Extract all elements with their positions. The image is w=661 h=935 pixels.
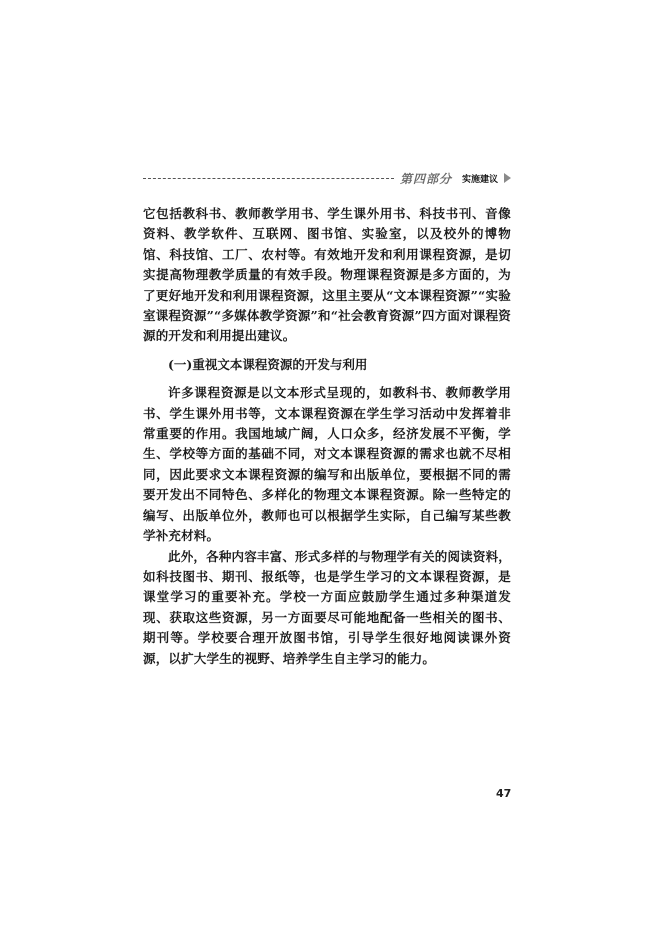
paragraph: 此外，各种内容丰富、形式多样的与物理学有关的阅读资料，如科技图书、期刊、报纸等，也是学生学习的文本课程资源，是课堂学习的重要补充。学校一方面应鼓励学生通过多种渠道发现、获取这些资源，另一方面要尽可能地配备一些相关的图书、期刊等。学校要合理开放图书馆，引导学生很好地阅读课外资源，以扩大学生的视野、培养学生自主学习的能力。 bbox=[143, 548, 511, 666]
paragraph: 许多课程资源是以文本形式呈现的，如教科书、教师教学用书、学生课外用书等，文本课程资源在学生学习活动中发挥着非常重要的作用。我国地域广阔，人口众多，经济发展不平衡，学生、学校等方面的基础不同，对文本课程资源的需求也就不尽相同，因此要求文本课程资源的编写和出版单位，要根据不同的需要开发出不同特色、多样化的物理文本课程资源。除一些特定的编写、出版单位外，教师也可以根据学生实际，自己编写某些教学补充材料。 bbox=[143, 385, 511, 544]
body-text bbox=[143, 204, 511, 669]
page-number: 47 bbox=[496, 787, 512, 800]
header-section-title: 实施建议 bbox=[461, 174, 498, 185]
header-dashed-rule bbox=[143, 178, 394, 179]
triangle-right-icon bbox=[504, 173, 511, 183]
running-header bbox=[143, 168, 511, 188]
section-heading: (一)重视文本课程资源的开发与利用 bbox=[168, 356, 368, 372]
header-part-title: 第四部分 bbox=[399, 171, 452, 186]
paragraph-continued: 它包括教科书、教师教学用书、学生课外用书、科技书刊、音像资料、教学软件、互联网、图书馆、实验室，以及校外的博物馆、科技馆、工厂、农村等。有效地开发和利用课程资源，是切实提高物理教学质量的有效手段。物理课程资源是多方面的，为了更好地开发和利用课程资源，这里主要从“文本课程资源”“实验室课程资源”“多媒体教学资源”和“社会教育资源”四方面对课程资源的开发和利用提出建议。 bbox=[143, 206, 511, 344]
